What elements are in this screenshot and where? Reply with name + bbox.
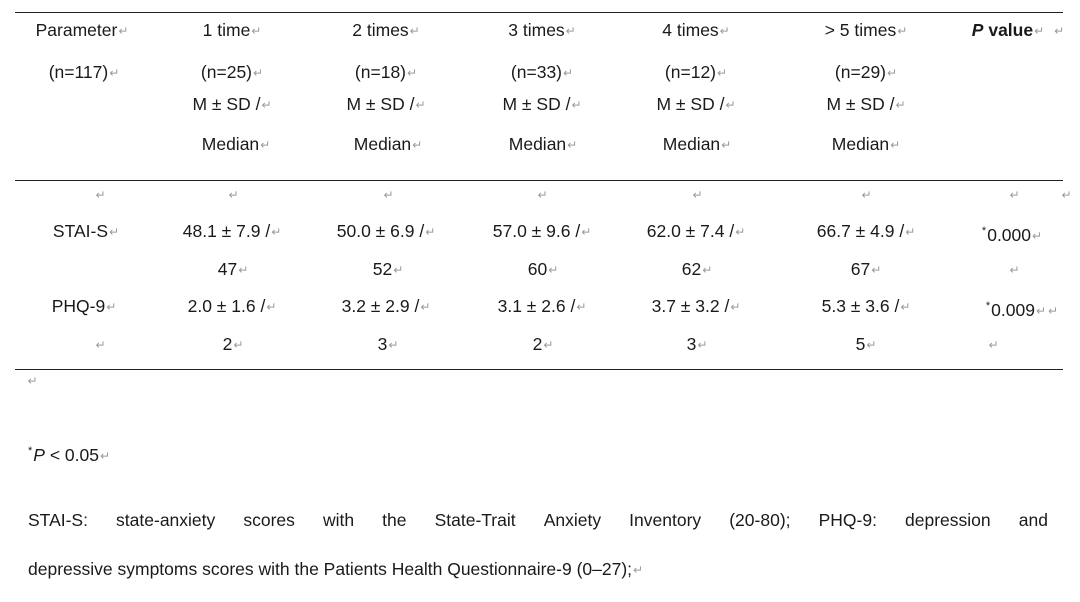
row-label: STAI-S↵	[52, 221, 120, 241]
header-5plus-times-n: (n=29)↵	[834, 62, 898, 82]
cell-msd: 2.0 ± 1.6 /↵	[187, 296, 277, 316]
cell-msd: 57.0 ± 9.6 /↵	[492, 221, 592, 241]
cell-median: 3↵	[377, 334, 399, 354]
table-bottom-rule	[15, 369, 1063, 370]
row-label-blank: ↵	[95, 338, 106, 352]
header-parameter: Parameter↵	[35, 20, 129, 40]
cell-p-blank: ↵	[988, 338, 999, 352]
header-3-times: 3 times↵	[508, 20, 576, 40]
cell-median: 2↵	[532, 334, 554, 354]
header-5plus-times-median: Median↵	[831, 134, 901, 154]
header-2-times: 2 times↵	[352, 20, 420, 40]
header-parameter-n: (n=117)↵	[48, 62, 120, 82]
cell-p-value: *0.009↵ ↵	[985, 300, 1059, 320]
header-4-times: 4 times↵	[662, 20, 730, 40]
header-1-time: 1 time↵	[202, 20, 262, 40]
cell-msd: 3.1 ± 2.6 /↵	[497, 296, 587, 316]
abbreviations-line-1: STAI-S: state-anxiety scores with the State-Trait Anxiety Inventory (20-80); PHQ-9: depression and	[28, 510, 1048, 530]
spacer-mark: ↵	[383, 188, 394, 202]
header-3-times-n: (n=33)↵	[510, 62, 574, 82]
after-table-mark: ↵	[27, 374, 38, 388]
header-4-times-msd: M ± SD /↵	[656, 94, 736, 114]
cell-median: 5↵	[855, 334, 877, 354]
cell-msd: 48.1 ± 7.9 /↵	[182, 221, 282, 241]
spacer-mark: ↵	[1009, 188, 1020, 202]
abbreviations-note	[28, 509, 1048, 581]
cell-msd: 62.0 ± 7.4 /↵	[646, 221, 746, 241]
cell-median: 47↵	[217, 259, 249, 279]
cell-msd: 66.7 ± 4.9 /↵	[816, 221, 916, 241]
header-5plus-times: > 5 times↵	[824, 20, 908, 40]
table-top-rule	[15, 12, 1063, 13]
header-4-times-n: (n=12)↵	[664, 62, 728, 82]
cell-median: 52↵	[372, 259, 404, 279]
cell-msd: 3.2 ± 2.9 /↵	[341, 296, 431, 316]
cell-median: 60↵	[527, 259, 559, 279]
cell-msd: 3.7 ± 3.2 /↵	[651, 296, 741, 316]
cell-median: 67↵	[850, 259, 882, 279]
cell-p-blank: ↵	[1009, 263, 1020, 277]
spacer-mark: ↵	[537, 188, 548, 202]
header-1-time-msd: M ± SD /↵	[192, 94, 272, 114]
footnote-significance: *P < 0.05↵	[28, 445, 111, 465]
spacer-mark: ↵	[1061, 188, 1072, 202]
abbreviations-line-2: depressive symptoms scores with the Patients Health Questionnaire-9 (0–27);↵	[28, 559, 644, 579]
header-5plus-times-msd: M ± SD /↵	[826, 94, 906, 114]
header-1-time-n: (n=25)↵	[200, 62, 264, 82]
spacer-mark: ↵	[861, 188, 872, 202]
header-2-times-median: Median↵	[353, 134, 423, 154]
spacer-mark: ↵	[228, 188, 239, 202]
cell-p-value: *0.000↵	[981, 225, 1043, 245]
header-3-times-median: Median↵	[508, 134, 578, 154]
cell-msd: 5.3 ± 3.6 /↵	[821, 296, 911, 316]
cell-median: 62↵	[681, 259, 713, 279]
header-3-times-msd: M ± SD /↵	[502, 94, 582, 114]
spacer-mark: ↵	[692, 188, 703, 202]
cell-median: 3↵	[686, 334, 708, 354]
header-p-value: P value↵ ↵	[971, 20, 1065, 40]
header-bottom-rule	[15, 180, 1063, 181]
cell-median: 2↵	[222, 334, 244, 354]
row-label: PHQ-9↵	[51, 296, 117, 316]
header-1-time-median: Median↵	[201, 134, 271, 154]
spacer-mark: ↵	[95, 188, 106, 202]
cell-msd: 50.0 ± 6.9 /↵	[336, 221, 436, 241]
header-2-times-n: (n=18)↵	[354, 62, 418, 82]
header-2-times-msd: M ± SD /↵	[346, 94, 426, 114]
header-4-times-median: Median↵	[662, 134, 732, 154]
